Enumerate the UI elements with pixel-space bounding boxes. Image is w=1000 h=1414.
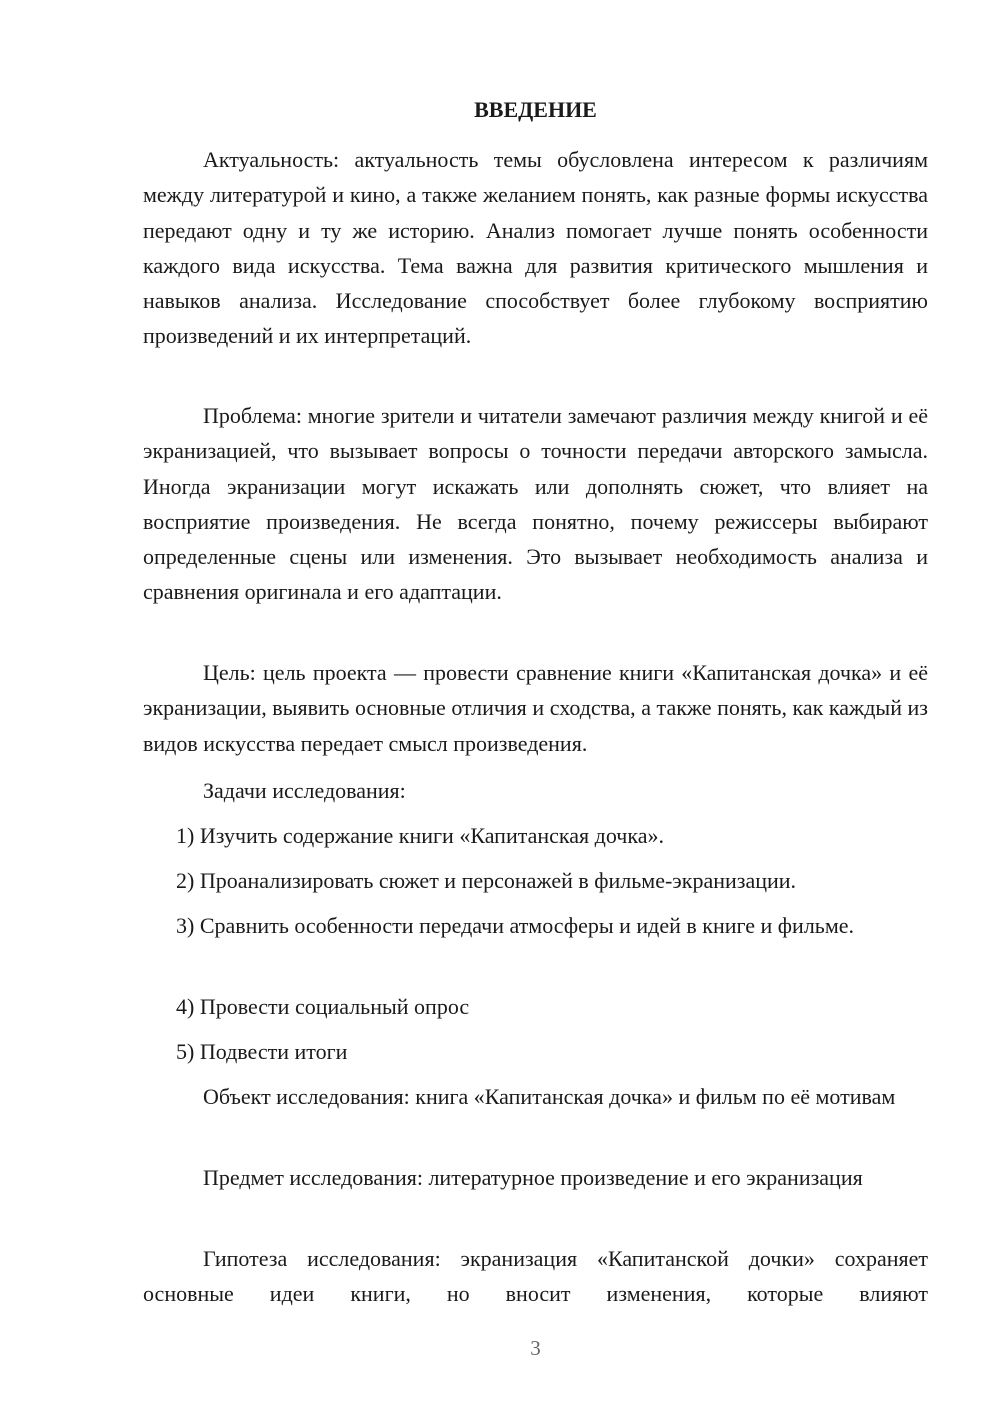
paragraph-object: Объект исследования: книга «Капитанская дочка» и фильм по её мотивам [203,1084,896,1109]
paragraph-subject: Предмет исследования: литературное произведение и его экранизация [203,1165,863,1190]
section-title: ВВЕДЕНИЕ [474,97,597,122]
page-number: 3 [530,1336,541,1360]
document-page [143,0,928,1414]
paragraph-goal: Цель: цель проекта — провести сравнение книги «Капитанская дочка» и её экранизации, выявить основные отличия и сходства, а также понять, как каждый из видов искусства передает смысл произведения. [143,660,928,756]
paragraph-relevance: Актуальность: актуальность темы обусловлена интересом к различиям между литературой и кино, а также желанием понять, как разные формы искусства передают одну и ту же историю. Анализ помогает лучше понять особенности каждого вида искусства. Тема важна для развития критического мышления и навыков анализа. Исследование способствует более глубокому восприятию произведений и их интерпретаций. [143,147,928,349]
task-item-2: 2) Проанализировать сюжет и персонажей в фильме-экранизации. [176,868,797,893]
paragraph-problem: Проблема: многие зрители и читатели замечают различия между книгой и её экранизацией, что вызывает вопросы о точности передачи авторского замысла. Иногда экранизации могут искажать или дополнять сюжет, что влияет на восприятие произведения. Не всегда понятно, почему режиссеры выбирают определенные сцены или изменения. Это вызывает необходимость анализа и сравнения оригинала и его адаптации. [143,403,928,605]
task-item-4: 4) Провести социальный опрос [176,994,470,1019]
tasks-heading: Задачи исследования: [203,778,406,803]
task-item-1: 1) Изучить содержание книги «Капитанская дочка». [176,823,664,848]
paragraph-hypothesis: Гипотеза исследования: экранизация «Капитанской дочки» сохраняет основные идеи книги, но вносит изменения, которые влияют [143,1246,928,1307]
task-item-5: 5) Подвести итоги [176,1039,348,1064]
task-item-3: 3) Сравнить особенности передачи атмосферы и идей в книге и фильме. [176,913,855,938]
